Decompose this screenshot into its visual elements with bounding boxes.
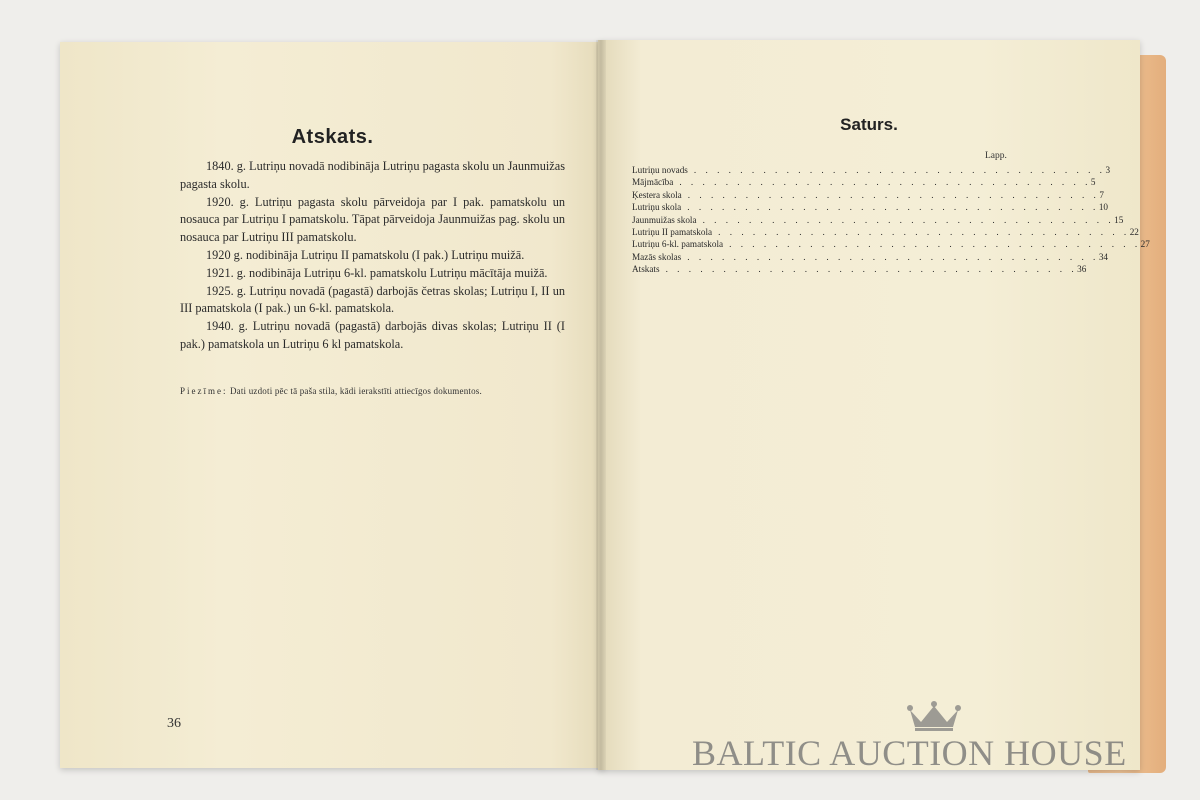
toc-page: 7 [1099,189,1104,200]
toc-row [632,164,1111,176]
toc-page: 36 [1077,264,1087,275]
footnote-text: Dati uzdoti pēc tā paša stila, kādi ierakstīti attiecīgos dokumentos. [229,386,482,396]
toc-label: Mazās skolas [632,251,682,262]
toc-leader: . . . . . . . . . . . . . . . . . . . . . . . . . . . . . . . . . . . . [729,239,1141,250]
toc-label: Lutriņu skola [632,202,682,213]
toc-row [632,263,1087,275]
toc-column-header: Lapp. [985,151,1007,161]
crown-icon [905,700,963,732]
left-page [60,42,605,768]
footnote [180,386,580,396]
paragraph: 1920 g. nodibināja Lutriņu II pamatskolu (I pak.) Lutriņu muižā. [206,247,525,262]
toc-leader: . . . . . . . . . . . . . . . . . . . . . . . . . . . . . . . . . . . . [679,177,1091,188]
book-gutter [596,40,606,770]
paragraph: 1925. g. Lutriņu novadā (pagastā) darbojās četras skolas; Lutriņu I, II un III pamatskola (I pak.) un 6-kl. pamatskola. [180,283,565,316]
toc-row [632,201,1109,213]
left-page-body [180,158,565,354]
toc-row [632,189,1104,201]
toc-page: 27 [1140,239,1150,250]
paragraph: 1920. g. Lutriņu pagasta skolu pārveidoja par I pak. pamatskolu un nosauca par Lutriņu I pamatskolu. Tāpat pārveidoja Jaunmuižas pag. skolu un nosauca par Lutriņu III pamatskolu. [180,194,565,245]
left-page-title: Atskats. [291,126,374,148]
toc-leader: . . . . . . . . . . . . . . . . . . . . . . . . . . . . . . . . . . . . [687,202,1099,213]
toc-row [632,251,1109,263]
toc-leader: . . . . . . . . . . . . . . . . . . . . . . . . . . . . . . . . . . . . [687,251,1099,262]
toc-page: 22 [1129,226,1139,237]
toc-row [632,226,1139,238]
toc-label: Jaunmuižas skola [632,214,697,225]
watermark-text: BALTIC AUCTION HOUSE [692,733,1127,773]
table-of-contents [632,164,1150,276]
toc-label: Atskats [632,264,660,275]
toc-label: Lutriņu novads [632,165,688,175]
toc-label: Lutriņu 6-kl. pamatskola [632,239,724,250]
toc-page: 34 [1098,251,1109,262]
toc-row [632,214,1124,226]
footnote-label: Piezīme: [180,386,228,396]
toc-label: Ķestera skola [632,189,682,200]
toc-row [632,176,1096,188]
toc-page: 15 [1114,214,1124,225]
toc-page: 10 [1098,202,1109,213]
toc-leader: . . . . . . . . . . . . . . . . . . . . . . . . . . . . . . . . . . . . [718,226,1130,237]
right-page [598,40,1140,770]
toc-leader: . . . . . . . . . . . . . . . . . . . . . . . . . . . . . . . . . . . . [665,264,1078,275]
paragraph: 1921. g. nodibināja Lutriņu 6-kl. pamatskolu Lutriņu mācītāja muižā. [206,265,548,280]
page-number: 36 [167,716,181,731]
toc-row [632,238,1150,250]
toc-page: 3 [1105,165,1111,175]
toc-leader: . . . . . . . . . . . . . . . . . . . . . . . . . . . . . . . . . . . . [687,189,1100,200]
paragraph: 1940. g. Lutriņu novadā (pagastā) darbojās divas skolas; Lutriņu II (I pak.) pamatskola un Lutriņu 6 kl pamatskola. [180,319,565,351]
toc-label: Mājmācība [632,177,674,188]
paragraph: 1840. g. Lutriņu novadā nodibināja Lutriņu pagasta skolu un Jaunmuižas pagasta skolu. [180,159,565,191]
toc-label: Lutriņu II pamatskola [632,226,713,237]
toc-leader: . . . . . . . . . . . . . . . . . . . . . . . . . . . . . . . . . . . . [702,214,1115,225]
toc-page: 5 [1090,177,1096,188]
toc-leader: . . . . . . . . . . . . . . . . . . . . . . . . . . . . . . . . . . . . [693,165,1106,175]
right-page-title: Saturs. [840,115,898,134]
